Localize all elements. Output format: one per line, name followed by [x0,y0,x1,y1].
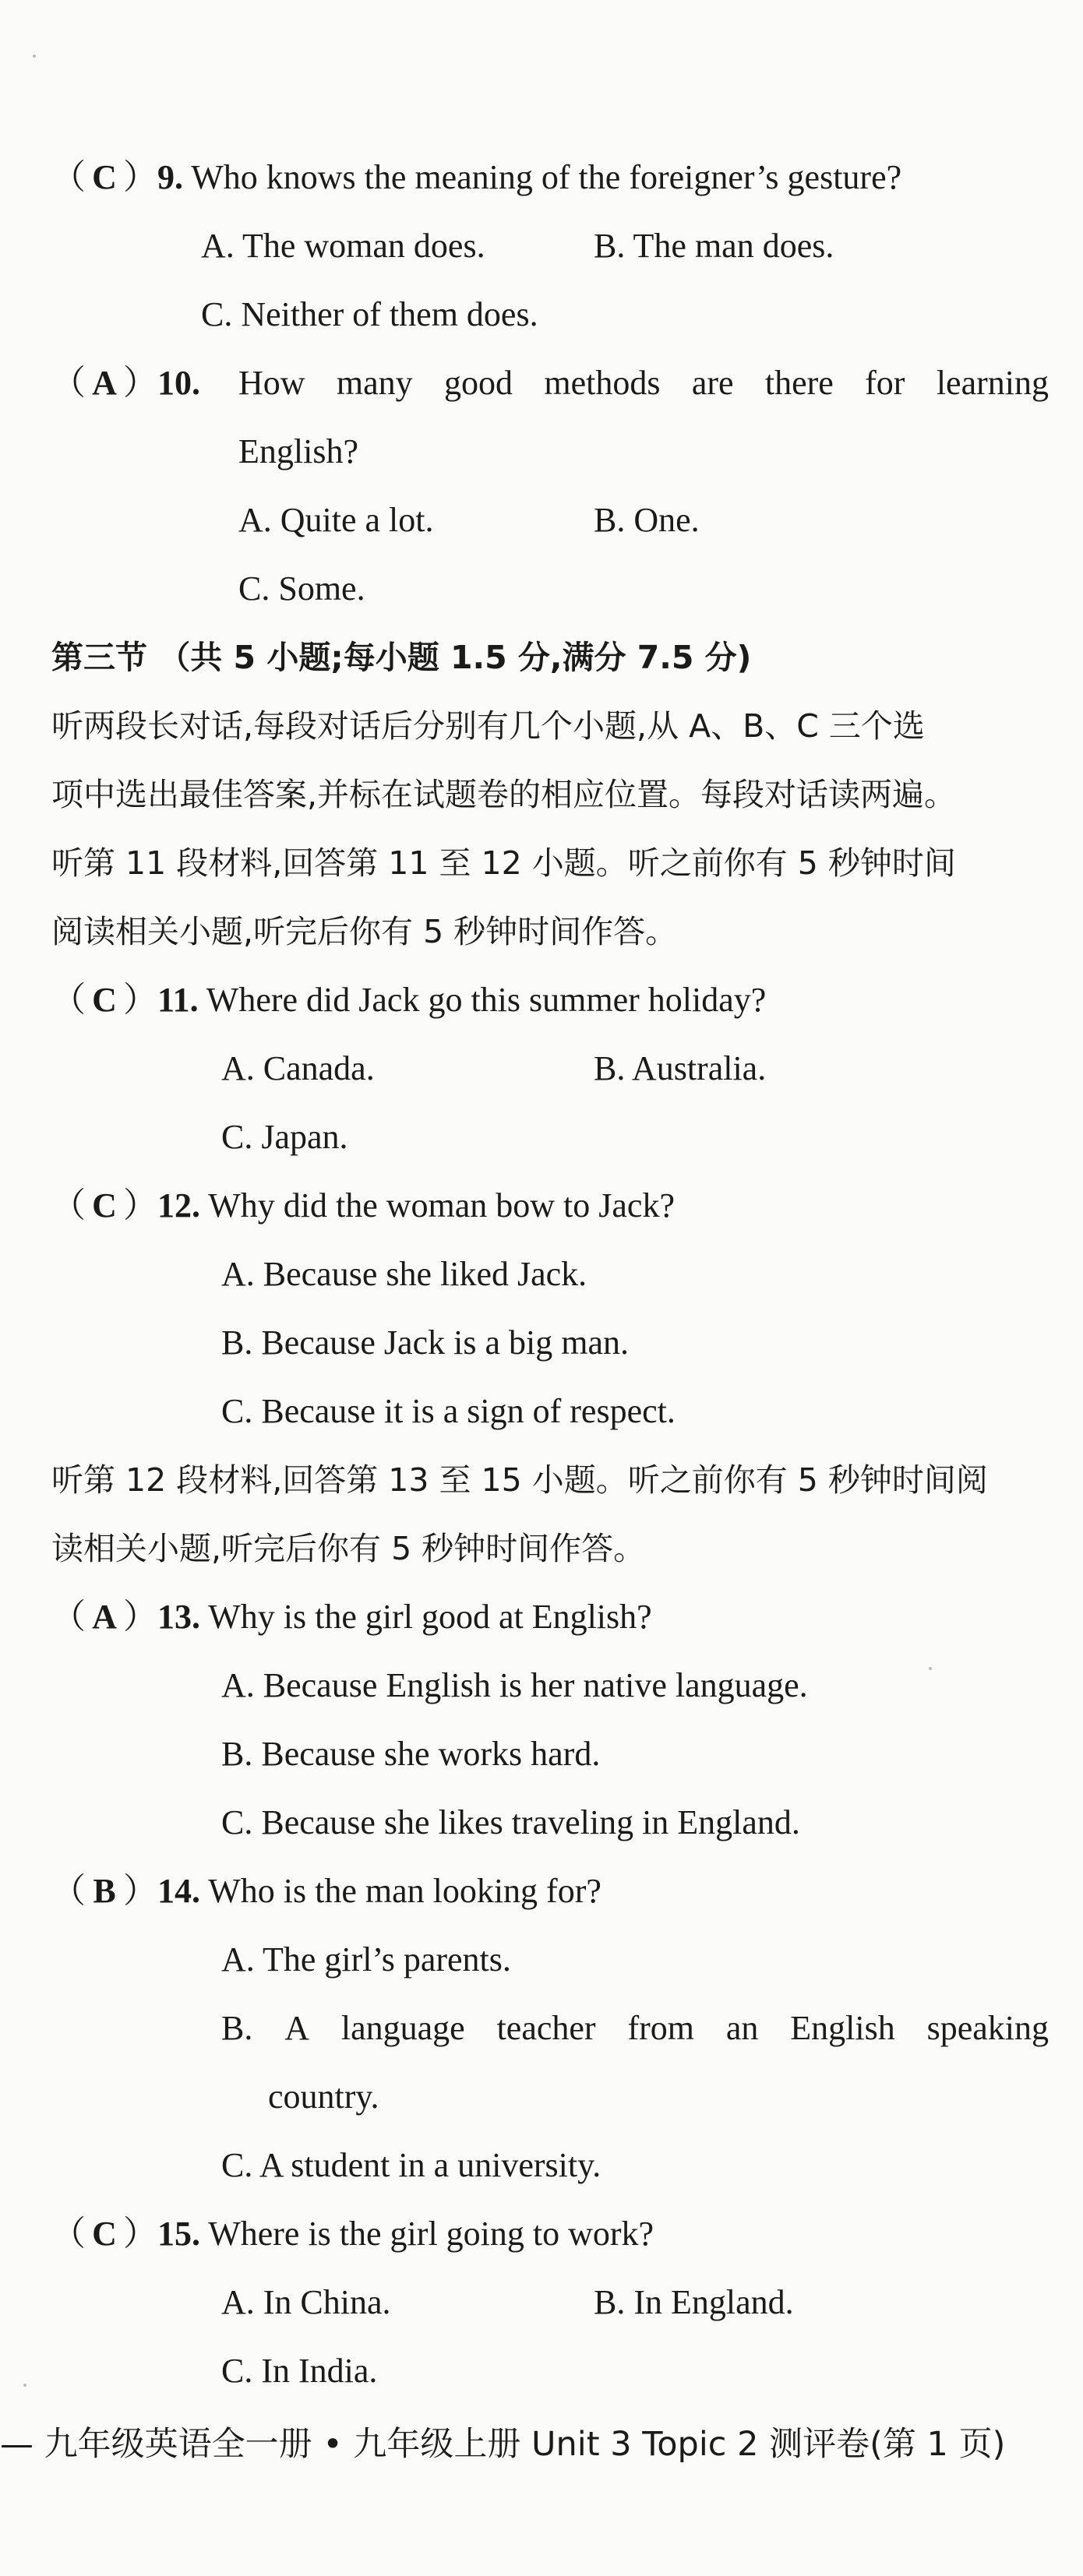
answer-11: C [92,981,117,1019]
word: language [340,2009,465,2047]
question-9 [51,156,901,199]
answer-14: B [93,1872,116,1910]
paren-open: （ [51,1186,86,1225]
question-text: Who knows the meaning of the foreigner’s gesture? [191,158,902,196]
paren-close: ） [123,1186,157,1225]
option-c: C. Because it is a sign of respect. [221,1392,676,1430]
option-c: C. Japan. [221,1118,348,1156]
question-text-10 [238,361,1049,405]
option-b: B. One. [594,501,700,539]
material-12-instructions: 读相关小题,听完后你有 5 秒钟时间作答。 [51,1530,646,1567]
question-text-cont: English? [238,432,358,470]
paren-open: （ [51,1598,86,1636]
question-number: 13. [157,1598,200,1636]
material-11-instructions: 听第 11 段材料,回答第 11 至 12 小题。听之前你有 5 秒钟时间 [51,844,956,882]
answer-12: C [92,1186,117,1225]
word: How [238,364,305,402]
question-number: 11. [157,981,199,1019]
word: from [627,2009,694,2047]
question-11 [51,978,766,1022]
option-b: B. In England. [594,2283,794,2321]
instructions: 听两段长对话,每段对话后分别有几个小题,从 A、B、C 三个选 [51,707,925,745]
option-a: A. The girl’s parents. [221,1940,511,1979]
option-a: A. In China. [221,2283,391,2321]
paren-close: ） [123,2215,157,2253]
scan-speck [33,55,36,58]
section-title: 第三节 （共 5 小题;每小题 1.5 分,满分 7.5 分) [51,639,752,676]
paren-close: ） [123,1872,157,1910]
question-15 [51,2212,654,2256]
word: an [725,2009,759,2047]
option-c: C. In India. [221,2352,378,2390]
question-text: Why is the girl good at English? [208,1598,652,1636]
material-12-instructions: 听第 12 段材料,回答第 13 至 15 小题。听之前你有 5 秒钟时间阅 [51,1461,988,1499]
word: many [336,364,413,402]
question-number: 10. [157,364,200,402]
question-number: 12. [157,1186,200,1225]
option-a: A. Canada. [221,1049,375,1087]
scan-speck [929,1667,932,1670]
option-a: A. Because English is her native language. [221,1666,808,1704]
paren-close: ） [123,1598,157,1636]
option-c: C. Neither of them does. [201,295,538,333]
word: good [444,364,513,402]
question-number: 9. [157,158,183,196]
paren-open: （ [51,364,86,402]
word: teacher [496,2009,596,2047]
question-13 [51,1595,652,1639]
word: A [284,2009,310,2047]
question-text: Where is the girl going to work? [208,2215,654,2253]
option-a: A. The woman does. [201,227,485,265]
paren-open: （ [51,981,86,1019]
option-b: B. Because Jack is a big man. [221,1323,629,1362]
option-b: B. Because she works hard. [221,1735,601,1773]
paren-open: （ [51,1872,86,1910]
answer-15: C [92,2215,117,2253]
option-c: C. Because she likes traveling in England. [221,1803,800,1841]
question-10 [51,361,200,405]
answer-10: A [92,364,117,402]
option-a: A. Quite a lot. [238,501,434,539]
word: speaking [926,2009,1049,2047]
word: English [790,2009,895,2047]
material-11-instructions: 阅读相关小题,听完后你有 5 秒钟时间作答。 [51,913,678,950]
scan-speck [23,2384,26,2387]
word: are [691,364,734,402]
option-b: B. The man does. [594,227,834,265]
option-b [221,2007,1049,2050]
question-text: Where did Jack go this summer holiday? [206,981,767,1019]
question-text: Who is the man looking for? [208,1872,601,1910]
paren-open: （ [51,158,86,196]
question-12 [51,1184,675,1228]
paren-open: （ [51,2215,86,2253]
paren-close: ） [123,158,157,196]
word: learning [936,364,1049,402]
option-b: B. Australia. [594,1049,767,1087]
word: methods [544,364,661,402]
paren-close: ） [123,981,157,1019]
option-c: C. Some. [238,569,365,608]
question-14 [51,1869,601,1913]
question-number: 14. [157,1872,200,1910]
option-b-cont: country. [268,2077,379,2116]
word: B. [221,2009,253,2047]
answer-9: C [92,158,117,196]
word: there [764,364,834,402]
instructions: 项中选出最佳答案,并标在试题卷的相应位置。每段对话读两遍。 [51,776,957,813]
paren-close: ） [123,364,157,402]
option-a: A. Because she liked Jack. [221,1255,587,1293]
page-footer: — 九年级英语全一册 • 九年级上册 Unit 3 Topic 2 测评卷(第 1 页) [0,2425,1006,2464]
question-number: 15. [157,2215,200,2253]
option-c: C. A student in a university. [221,2146,601,2184]
word: for [865,364,905,402]
question-text: Why did the woman bow to Jack? [208,1186,675,1225]
answer-13: A [92,1598,117,1636]
